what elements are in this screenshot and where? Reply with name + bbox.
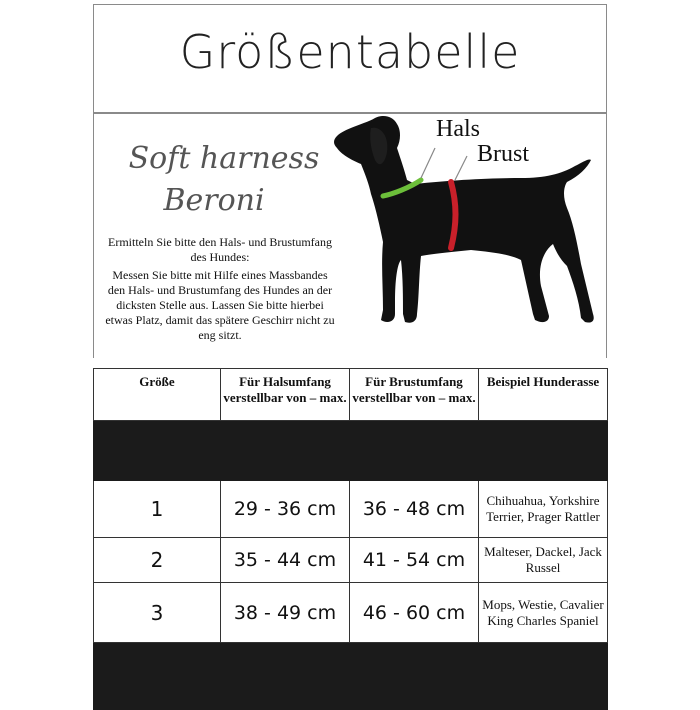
- table-row: [94, 538, 608, 583]
- chest-cell: 46 - 60 cm: [350, 583, 479, 643]
- breed-cell: Malteser, Dackel, Jack Russel: [479, 538, 608, 583]
- label-brust: Brust: [477, 141, 530, 167]
- size-cell: 3: [94, 583, 221, 643]
- dog-silhouette: [334, 116, 594, 323]
- instruction-text: Messen Sie bitte mit Hilfe eines Massbandes den Hals- und Brustumfang des Hundes an der dicksten Stelle aus. Lassen Sie bitte hierbei etwas Platz, damit das spätere Geschirr nicht zu eng sitzt.: [105, 268, 335, 342]
- dog-illustration: [331, 114, 607, 334]
- brust-pointer: [455, 156, 467, 180]
- hals-pointer: [421, 148, 435, 178]
- instruction-intro: Ermitteln Sie bitte den Hals- und Brustumfang des Hundes:: [108, 235, 332, 264]
- dark-row: [94, 643, 608, 710]
- dark-row: [94, 421, 608, 481]
- product-name: Soft harness: [128, 141, 320, 176]
- info-panel: [93, 113, 607, 358]
- table-row: [94, 481, 608, 538]
- header-neck: Für Halsumfang verstellbar von – max.: [221, 369, 350, 421]
- size-cell: 1: [94, 481, 221, 538]
- neck-cell: 35 - 44 cm: [221, 538, 350, 583]
- label-hals: Hals: [436, 116, 480, 142]
- title-panel: [93, 4, 607, 113]
- neck-cell: 29 - 36 cm: [221, 481, 350, 538]
- chest-cell: 36 - 48 cm: [350, 481, 479, 538]
- header-chest: Für Brustumfang verstellbar von – max.: [350, 369, 479, 421]
- page-title: Größentabelle: [179, 25, 521, 79]
- header-breed: Beispiel Hunderasse: [479, 369, 608, 421]
- product-model: Beroni: [163, 183, 265, 218]
- size-table: [93, 368, 608, 710]
- neck-cell: 38 - 49 cm: [221, 583, 350, 643]
- chest-cell: 41 - 54 cm: [350, 538, 479, 583]
- table-row: [94, 583, 608, 643]
- table-header-row: [94, 369, 608, 421]
- size-cell: 2: [94, 538, 221, 583]
- header-size: Größe: [94, 369, 221, 421]
- breed-cell: Chihuahua, Yorkshire Terrier, Prager Rattler: [479, 481, 608, 538]
- breed-cell: Mops, Westie, Cavalier King Charles Spaniel: [479, 583, 608, 643]
